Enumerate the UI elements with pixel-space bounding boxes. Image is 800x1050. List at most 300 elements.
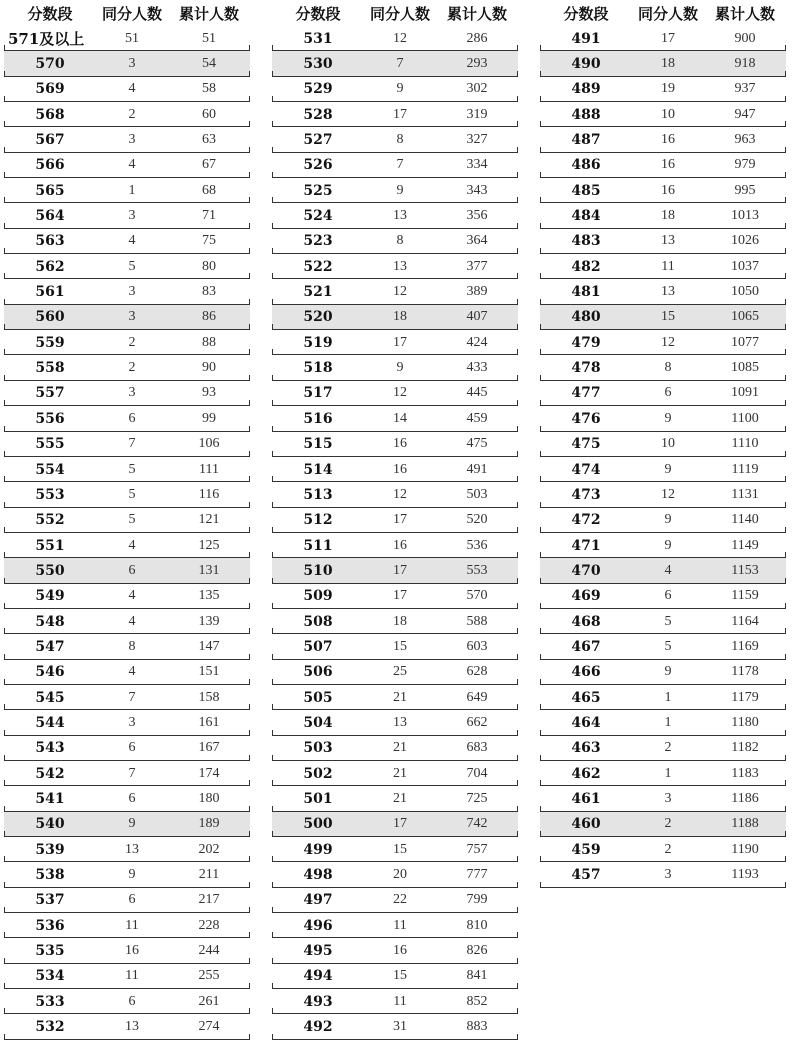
cumulative-count-cell: 389	[466, 284, 488, 300]
header-score-cell: 分数段	[27, 5, 73, 23]
same-count-cell: 7	[128, 765, 136, 781]
table-row	[272, 178, 518, 203]
score-cell: 474	[571, 461, 601, 478]
divider-tick	[272, 1034, 273, 1040]
same-count-cell: 11	[661, 258, 675, 274]
score-cell: 486	[571, 157, 601, 174]
table-row	[272, 279, 518, 304]
table-row	[272, 989, 518, 1014]
score-cell: 485	[571, 182, 601, 199]
same-count-cell: 7	[396, 157, 404, 173]
table-row	[272, 127, 518, 152]
cumulative-count-cell: 1179	[731, 689, 759, 705]
cumulative-count-cell: 67	[202, 157, 216, 173]
score-cell: 542	[35, 765, 65, 782]
score-cell: 563	[35, 233, 65, 250]
same-count-cell: 4	[128, 613, 136, 629]
cumulative-count-cell: 799	[466, 892, 488, 908]
table-row	[4, 634, 250, 659]
table-row	[272, 355, 518, 380]
cumulative-count-cell: 1026	[731, 233, 759, 249]
score-cell: 508	[303, 613, 333, 630]
score-cell: 475	[571, 436, 601, 453]
table-row	[4, 102, 250, 127]
cumulative-count-cell: 649	[466, 689, 488, 705]
table-row	[4, 533, 250, 558]
cumulative-count-cell: 334	[466, 157, 488, 173]
row-divider	[4, 1039, 250, 1040]
cumulative-count-cell: 947	[734, 106, 756, 122]
score-cell: 497	[303, 892, 333, 909]
same-count-cell: 22	[393, 892, 407, 908]
score-cell: 507	[303, 638, 333, 655]
same-count-cell: 17	[393, 588, 407, 604]
same-count-cell: 21	[393, 790, 407, 806]
cumulative-count-cell: 1183	[731, 765, 759, 781]
same-count-cell: 16	[661, 157, 675, 173]
same-count-cell: 6	[128, 892, 136, 908]
score-cell: 541	[35, 790, 65, 807]
cumulative-count-cell: 995	[734, 182, 756, 198]
table-row	[272, 964, 518, 989]
score-cell: 528	[303, 106, 333, 123]
same-count-cell: 9	[396, 81, 404, 97]
score-cell: 503	[303, 740, 333, 757]
score-cell: 529	[303, 81, 333, 98]
table-row	[272, 457, 518, 482]
table-row	[272, 786, 518, 811]
same-count-cell: 9	[128, 867, 136, 883]
table-row	[272, 432, 518, 457]
table-row	[540, 51, 786, 76]
same-count-cell: 10	[661, 106, 675, 122]
same-count-cell: 13	[393, 258, 407, 274]
cumulative-count-cell: 570	[466, 588, 488, 604]
same-count-cell: 12	[393, 30, 407, 46]
score-cell: 539	[35, 841, 65, 858]
table-row	[272, 381, 518, 406]
cumulative-count-cell: 1169	[731, 638, 759, 654]
cumulative-count-cell: 99	[202, 410, 216, 426]
score-cell: 473	[571, 486, 601, 503]
score-cell: 500	[303, 816, 333, 833]
table-row	[272, 660, 518, 685]
same-count-cell: 19	[661, 81, 675, 97]
divider-tick	[4, 1034, 5, 1040]
score-cell: 532	[35, 1019, 65, 1036]
same-count-cell: 1	[664, 689, 672, 705]
cumulative-count-cell: 841	[466, 968, 488, 984]
score-cell: 465	[571, 689, 601, 706]
table-row	[272, 254, 518, 279]
table-row	[272, 584, 518, 609]
table-row	[4, 964, 250, 989]
score-cell: 567	[35, 132, 65, 149]
score-cell: 534	[35, 968, 65, 985]
same-count-cell: 12	[661, 334, 675, 350]
score-cell: 471	[571, 537, 601, 554]
score-cell: 551	[35, 537, 65, 554]
cumulative-count-cell: 757	[466, 841, 488, 857]
table-row	[540, 761, 786, 786]
score-cell: 460	[571, 816, 601, 833]
table-row	[272, 634, 518, 659]
cumulative-count-cell: 261	[198, 993, 220, 1009]
cumulative-count-cell: 683	[466, 740, 488, 756]
table-row	[4, 229, 250, 254]
score-cell: 549	[35, 588, 65, 605]
table-row	[272, 862, 518, 887]
score-cell: 506	[303, 664, 333, 681]
table-row	[540, 203, 786, 228]
table-column-1	[4, 0, 250, 1040]
table-row	[272, 203, 518, 228]
cumulative-count-cell: 1065	[731, 309, 759, 325]
table-row	[4, 77, 250, 102]
table-row	[4, 254, 250, 279]
score-cell: 531	[303, 30, 333, 47]
score-cell: 564	[35, 208, 65, 225]
table-row	[4, 812, 250, 837]
table-row	[540, 736, 786, 761]
cumulative-count-cell: 1091	[731, 385, 759, 401]
header-cumulative-count-cell: 累计人数	[178, 5, 239, 23]
table-header	[540, 0, 786, 26]
same-count-cell: 12	[393, 284, 407, 300]
score-cell: 487	[571, 132, 601, 149]
divider-tick	[517, 1034, 518, 1040]
same-count-cell: 2	[128, 106, 136, 122]
table-row	[540, 381, 786, 406]
same-count-cell: 6	[128, 410, 136, 426]
cumulative-count-cell: 147	[198, 638, 220, 654]
same-count-cell: 1	[664, 765, 672, 781]
same-count-cell: 14	[393, 410, 407, 426]
table-row	[540, 305, 786, 330]
cumulative-count-cell: 356	[466, 208, 488, 224]
cumulative-count-cell: 979	[734, 157, 756, 173]
table-row	[272, 812, 518, 837]
score-cell: 560	[35, 309, 65, 326]
cumulative-count-cell: 628	[466, 664, 488, 680]
same-count-cell: 17	[661, 30, 675, 46]
same-count-cell: 4	[128, 233, 136, 249]
table-row	[4, 178, 250, 203]
score-cell: 565	[35, 182, 65, 199]
same-count-cell: 2	[128, 334, 136, 350]
cumulative-count-cell: 1077	[731, 334, 759, 350]
cumulative-count-cell: 900	[734, 30, 756, 46]
cumulative-count-cell: 1188	[731, 816, 759, 832]
same-count-cell: 15	[393, 841, 407, 857]
table-row	[540, 710, 786, 735]
same-count-cell: 11	[393, 917, 407, 933]
same-count-cell: 8	[396, 132, 404, 148]
cumulative-count-cell: 662	[466, 714, 488, 730]
header-score-cell: 分数段	[295, 5, 341, 23]
cumulative-count-cell: 1085	[731, 360, 759, 376]
cumulative-count-cell: 1149	[731, 537, 759, 553]
same-count-cell: 9	[396, 360, 404, 376]
same-count-cell: 21	[393, 765, 407, 781]
table-row	[272, 558, 518, 583]
cumulative-count-cell: 139	[198, 613, 220, 629]
same-count-cell: 5	[128, 486, 136, 502]
table-row	[540, 812, 786, 837]
cumulative-count-cell: 491	[466, 461, 488, 477]
table-column-2	[272, 0, 518, 1040]
score-cell: 488	[571, 106, 601, 123]
table-row	[4, 938, 250, 963]
score-cell: 509	[303, 588, 333, 605]
same-count-cell: 3	[128, 208, 136, 224]
score-cell: 498	[303, 867, 333, 884]
score-cell: 526	[303, 157, 333, 174]
table-row	[272, 837, 518, 862]
table-row	[540, 660, 786, 685]
same-count-cell: 7	[396, 56, 404, 72]
cumulative-count-cell: 424	[466, 334, 488, 350]
score-cell: 535	[35, 943, 65, 960]
score-cell: 461	[571, 790, 601, 807]
table-row	[4, 862, 250, 887]
table-row	[540, 533, 786, 558]
table-row	[272, 913, 518, 938]
divider-tick	[785, 882, 786, 888]
table-row	[540, 229, 786, 254]
same-count-cell: 4	[128, 81, 136, 97]
cumulative-count-cell: 327	[466, 132, 488, 148]
cumulative-count-cell: 75	[202, 233, 216, 249]
table-row	[4, 913, 250, 938]
same-count-cell: 4	[128, 157, 136, 173]
score-cell: 495	[303, 943, 333, 960]
same-count-cell: 5	[128, 461, 136, 477]
table-row	[272, 482, 518, 507]
table-row	[272, 508, 518, 533]
cumulative-count-cell: 244	[198, 943, 220, 959]
cumulative-count-cell: 274	[198, 1019, 220, 1035]
cumulative-count-cell: 937	[734, 81, 756, 97]
table-row	[272, 153, 518, 178]
cumulative-count-cell: 211	[198, 867, 220, 883]
same-count-cell: 9	[396, 182, 404, 198]
table-row	[272, 102, 518, 127]
same-count-cell: 13	[661, 233, 675, 249]
table-row	[540, 26, 786, 51]
score-cell: 494	[303, 968, 333, 985]
score-cell: 540	[35, 816, 65, 833]
same-count-cell: 4	[664, 562, 672, 578]
cumulative-count-cell: 1119	[731, 461, 759, 477]
table-row	[4, 26, 250, 51]
table-row	[540, 558, 786, 583]
table-row	[540, 330, 786, 355]
cumulative-count-cell: 1110	[731, 436, 759, 452]
cumulative-count-cell: 167	[198, 740, 220, 756]
same-count-cell: 7	[128, 689, 136, 705]
same-count-cell: 11	[393, 993, 407, 1009]
cumulative-count-cell: 777	[466, 867, 488, 883]
score-cell: 463	[571, 740, 601, 757]
divider-tick	[540, 882, 541, 888]
divider-tick	[249, 1034, 250, 1040]
cumulative-count-cell: 459	[466, 410, 488, 426]
same-count-cell: 5	[664, 613, 672, 629]
score-cell: 553	[35, 486, 65, 503]
score-cell: 569	[35, 81, 65, 98]
score-cell: 516	[303, 410, 333, 427]
cumulative-count-cell: 918	[734, 56, 756, 72]
header-score-cell: 分数段	[563, 5, 609, 23]
table-row	[4, 279, 250, 304]
score-cell: 493	[303, 993, 333, 1010]
cumulative-count-cell: 131	[198, 562, 220, 578]
same-count-cell: 16	[393, 436, 407, 452]
score-cell: 561	[35, 284, 65, 301]
score-cell: 515	[303, 436, 333, 453]
same-count-cell: 2	[664, 841, 672, 857]
same-count-cell: 9	[664, 461, 672, 477]
score-cell: 514	[303, 461, 333, 478]
same-count-cell: 12	[393, 385, 407, 401]
score-cell: 501	[303, 790, 333, 807]
same-count-cell: 3	[128, 284, 136, 300]
cumulative-count-cell: 174	[198, 765, 220, 781]
same-count-cell: 9	[664, 512, 672, 528]
table-row	[540, 355, 786, 380]
same-count-cell: 15	[393, 968, 407, 984]
table-row	[540, 102, 786, 127]
score-cell: 566	[35, 157, 65, 174]
table-row	[272, 229, 518, 254]
score-cell: 521	[303, 284, 333, 301]
cumulative-count-cell: 151	[198, 664, 220, 680]
same-count-cell: 13	[393, 714, 407, 730]
table-row	[272, 888, 518, 913]
score-cell: 544	[35, 714, 65, 731]
same-count-cell: 18	[661, 208, 675, 224]
score-cell: 502	[303, 765, 333, 782]
cumulative-count-cell: 1153	[731, 562, 759, 578]
cumulative-count-cell: 88	[202, 334, 216, 350]
score-cell: 548	[35, 613, 65, 630]
cumulative-count-cell: 1037	[731, 258, 759, 274]
cumulative-count-cell: 1164	[731, 613, 759, 629]
cumulative-count-cell: 1180	[731, 714, 759, 730]
score-cell: 472	[571, 512, 601, 529]
table-row	[4, 761, 250, 786]
cumulative-count-cell: 135	[198, 588, 220, 604]
table-row	[4, 888, 250, 913]
same-count-cell: 18	[661, 56, 675, 72]
same-count-cell: 8	[664, 360, 672, 376]
cumulative-count-cell: 826	[466, 943, 488, 959]
same-count-cell: 15	[393, 638, 407, 654]
table-row	[272, 533, 518, 558]
score-cell: 537	[35, 892, 65, 909]
table-row	[540, 254, 786, 279]
score-cell: 470	[571, 562, 601, 579]
same-count-cell: 13	[661, 284, 675, 300]
score-cell: 467	[571, 638, 601, 655]
table-row	[272, 1014, 518, 1039]
score-cell: 499	[303, 841, 333, 858]
cumulative-count-cell: 202	[198, 841, 220, 857]
score-cell: 478	[571, 360, 601, 377]
same-count-cell: 5	[128, 512, 136, 528]
table-row	[540, 584, 786, 609]
same-count-cell: 16	[393, 461, 407, 477]
cumulative-count-cell: 1193	[731, 867, 759, 883]
same-count-cell: 6	[128, 740, 136, 756]
cumulative-count-cell: 433	[466, 360, 488, 376]
cumulative-count-cell: 588	[466, 613, 488, 629]
row-divider	[272, 1039, 518, 1040]
same-count-cell: 1	[128, 182, 136, 198]
header-cumulative-count-cell: 累计人数	[714, 5, 775, 23]
same-count-cell: 17	[393, 562, 407, 578]
cumulative-count-cell: 810	[466, 917, 488, 933]
cumulative-count-cell: 180	[198, 790, 220, 806]
cumulative-count-cell: 228	[198, 917, 220, 933]
same-count-cell: 16	[661, 132, 675, 148]
same-count-cell: 20	[393, 867, 407, 883]
cumulative-count-cell: 1182	[731, 740, 759, 756]
score-cell: 519	[303, 334, 333, 351]
same-count-cell: 13	[125, 1019, 139, 1035]
score-cell: 459	[571, 841, 601, 858]
score-cell: 522	[303, 258, 333, 275]
same-count-cell: 13	[393, 208, 407, 224]
table-row	[540, 279, 786, 304]
same-count-cell: 2	[664, 816, 672, 832]
score-cell: 527	[303, 132, 333, 149]
table-row	[4, 355, 250, 380]
table-row	[540, 609, 786, 634]
table-row	[272, 330, 518, 355]
score-cell: 504	[303, 714, 333, 731]
cumulative-count-cell: 1178	[731, 664, 759, 680]
same-count-cell: 12	[661, 486, 675, 502]
cumulative-count-cell: 1050	[731, 284, 759, 300]
table-row	[540, 508, 786, 533]
score-cell: 543	[35, 740, 65, 757]
cumulative-count-cell: 68	[202, 182, 216, 198]
score-cell: 555	[35, 436, 65, 453]
score-cell: 464	[571, 714, 601, 731]
score-cell: 512	[303, 512, 333, 529]
same-count-cell: 17	[393, 106, 407, 122]
table-row	[272, 685, 518, 710]
cumulative-count-cell: 60	[202, 106, 216, 122]
table-row	[4, 51, 250, 76]
score-cell: 492	[303, 1019, 333, 1036]
same-count-cell: 2	[128, 360, 136, 376]
cumulative-count-cell: 603	[466, 638, 488, 654]
same-count-cell: 9	[664, 410, 672, 426]
cumulative-count-cell: 63	[202, 132, 216, 148]
cumulative-count-cell: 1159	[731, 588, 759, 604]
table-row	[4, 406, 250, 431]
table-row	[272, 406, 518, 431]
score-cell: 496	[303, 917, 333, 934]
cumulative-count-cell: 51	[202, 30, 216, 46]
cumulative-count-cell: 1131	[731, 486, 759, 502]
same-count-cell: 6	[128, 790, 136, 806]
cumulative-count-cell: 364	[466, 233, 488, 249]
table-row	[272, 77, 518, 102]
